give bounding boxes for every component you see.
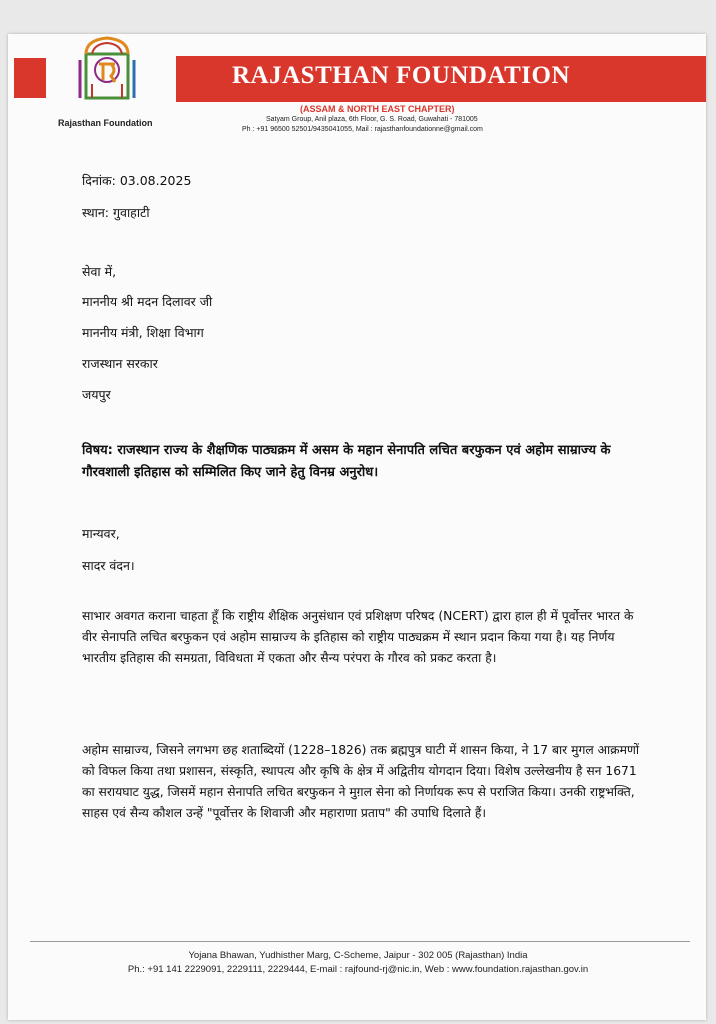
recipient-city: जयपुर: [82, 387, 111, 402]
recipient-name: माननीय श्री मदन दिलावर जी: [82, 294, 213, 309]
greeting-respected: मान्यवर,: [82, 526, 120, 541]
letter-subject: विषय: राजस्थान राज्य के शैक्षणिक पाठ्यक्रम में असम के महान सेनापति लचित बरफुकन एवं अहोम साम्राज्य के गौरवशाली इतिहास को सम्मिलित किए जाने हेतु विनम्र अनुरोध।: [82, 443, 611, 480]
body-paragraph-1: साभार अवगत कराना चाहता हूँ कि राष्ट्रीय शैक्षिक अनुसंधान एवं प्रशिक्षण परिषद (NCERT) द्वारा हाल ही में पूर्वोत्तर भारत के वीर सेनापति लचित बरफुकन एवं अहोम साम्राज्य के इतिहास को राष्ट्रीय पाठ्यक्रम में स्थान प्रदान किया गया है। यह निर्णय भारतीय इतिहास की समग्रता, विविधता में एकता और सैन्य परंपरा के गौरव को प्रकट करता है।: [82, 609, 634, 665]
rajasthan-foundation-logo-icon: [72, 36, 142, 106]
org-name: RAJASTHAN FOUNDATION: [232, 62, 571, 89]
footer-address: Yojana Bhawan, Yudhisther Marg, C-Scheme, Jaipur - 302 005 (Rajasthan) India: [188, 950, 528, 961]
recipient-organization: राजस्थान सरकार: [82, 356, 158, 371]
logo-caption: Rajasthan Foundation: [58, 118, 153, 128]
body-paragraph-2: अहोम साम्राज्य, जिसने लगभग छह शताब्दियों (1228–1826) तक ब्रह्मपुत्र घाटी में शासन किया, ने 17 बार मुगल आक्रमणों को विफल किया तथा प्रशासन, संस्कृति, स्थापत्य और कृषि के क्षेत्र में अद्वितीय योगदान दिया। विशेष उल्लेखनीय है सन 1671 का सरायघाट युद्ध, जिसमें महान सेनापति लचित बरफुकन ने मुग़ल सेना को निर्णायक रूप से पराजित किया। उनकी राष्ट्रभक्ति, साहस एवं सैन्य कौशल उन्हें "पूर्वोत्तर के शिवाजी और महाराणा प्रताप" की उपाधि दिलाते हैं।: [82, 743, 640, 820]
footer-divider: [30, 941, 690, 942]
header-band-left: [14, 58, 46, 98]
chapter-contact: Ph : +91 96500 52501/9435041055, Mail : rajasthanfoundationne@gmail.com: [242, 126, 483, 133]
chapter-address: Satyam Group, Anil plaza, 6th Floor, G. S. Road, Guwahati - 781005: [266, 116, 478, 123]
greeting-regards: सादर वंदन।: [82, 558, 135, 573]
footer-contact: Ph.: +91 141 2229091, 2229111, 2229444, E-mail : rajfound-rj@nic.in, Web : www.foundation.rajasthan.gov.in: [127, 964, 589, 975]
recipient-salutation: सेवा में,: [82, 264, 117, 279]
date-line: दिनांक: 03.08.2025: [82, 173, 192, 188]
place-line: स्थान: गुवाहाटी: [82, 205, 150, 220]
chapter-name: (ASSAM & NORTH EAST CHAPTER): [300, 104, 455, 114]
recipient-designation: माननीय मंत्री, शिक्षा विभाग: [82, 325, 204, 340]
